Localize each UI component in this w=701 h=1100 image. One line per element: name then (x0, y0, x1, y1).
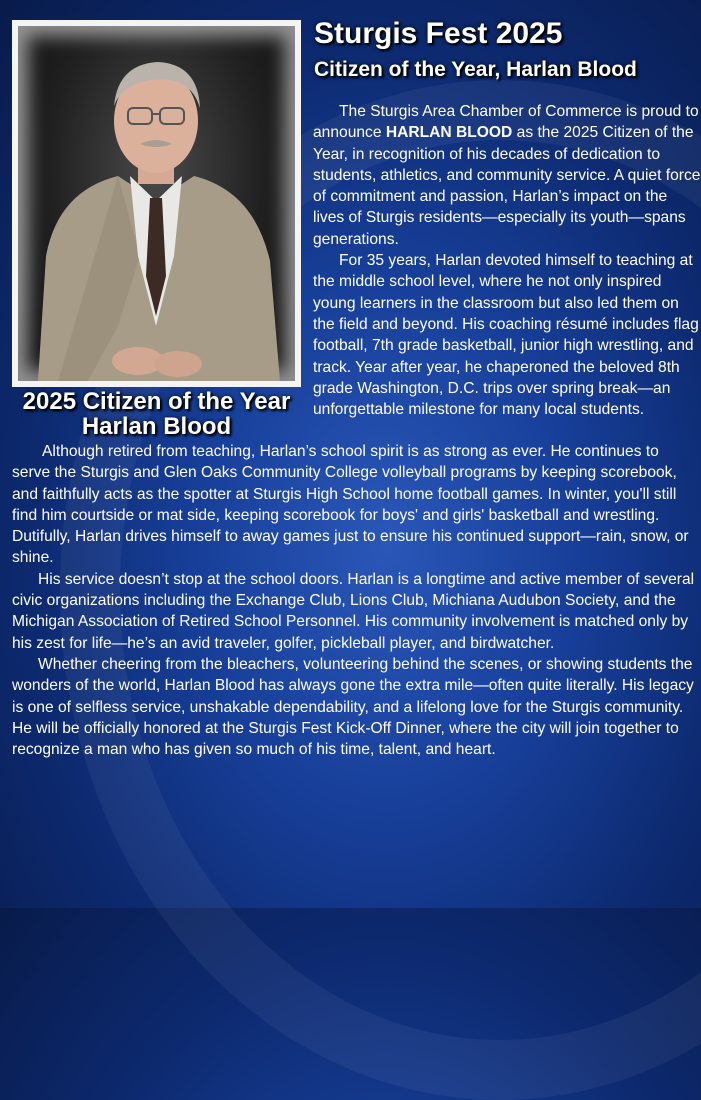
page-title: Sturgis Fest 2025 (314, 17, 563, 50)
paragraph-1-rest: as the 2025 Citizen of the Year, in recognition of his decades of dedication to students, athletics, and community service. A quiet force of commitment and passion, Harlan’s impact on the lives of Sturgis residents—especially its youth—spans generations. (313, 124, 701, 248)
honoree-name: HARLAN BLOOD (385, 124, 513, 142)
article-paragraph-2: For 35 years, Harlan devoted himself to teaching at the middle school level, where he not only inspired young learners in the classroom but also led them on the field and beyond. His coaching résumé includes flag football, 7th grade basketball, junior high wrestling, and track. Year after year, he chaperoned the beloved 8th grade Washington, D.C. trips over spring break—an unforgettable milestone for many local students. (313, 252, 699, 419)
article-paragraph-4: His service doesn’t stop at the school doors. Harlan is a longtime and active member of several civic organizations including the Exchange Club, Lions Club, Michiana Audubon Society, and the Michigan Association of Retired School Personnel. His community involvement is matched only by his zest for life—he’s an avid traveler, golfer, pickleball player, and birdwatcher. (12, 570, 695, 652)
caption-title: 2025 Citizen of the Year (22, 388, 291, 415)
page-subtitle: Citizen of the Year, Harlan Blood (314, 58, 637, 81)
portrait-photo (12, 20, 301, 387)
article-paragraph-5: Whether cheering from the bleachers, volunteering behind the scenes, or showing students the wonders of the world, Harlan Blood has always gone the extra mile—often quite literally. His legacy is one of selfless service, unshakable dependability, and a lifelong love for the Sturgis community. He will be officially honored at the Sturgis Fest Kick-Off Dinner, where the city will join together to recognize a man who has given so much of his time, talent, and heart. (12, 655, 694, 759)
article-paragraph-3: Although retired from teaching, Harlan’s school spirit is as strong as ever. He continues to serve the Sturgis and Glen Oaks Community College volleyball programs by keeping scorebook, and faithfully acts as the spotter at Sturgis High School home football games. In winter, you'll still find him courtside or mat side, keeping scorebook for boys' and girls' basketball and wrestling. Dutifully, Harlan drives himself to away games just to ensure his continued support—rain, snow, or shine. (12, 443, 689, 567)
portrait-image (18, 26, 295, 381)
caption-name: Harlan Blood (81, 413, 232, 440)
portrait-illustration (18, 26, 295, 381)
article-paragraph-1 (313, 101, 701, 250)
article-column-right (313, 101, 701, 420)
article-column-full (12, 441, 701, 760)
paragraph-1-intro: The Sturgis Area Chamber of Commerce is proud to announce (313, 103, 699, 142)
photo-caption (12, 389, 301, 439)
